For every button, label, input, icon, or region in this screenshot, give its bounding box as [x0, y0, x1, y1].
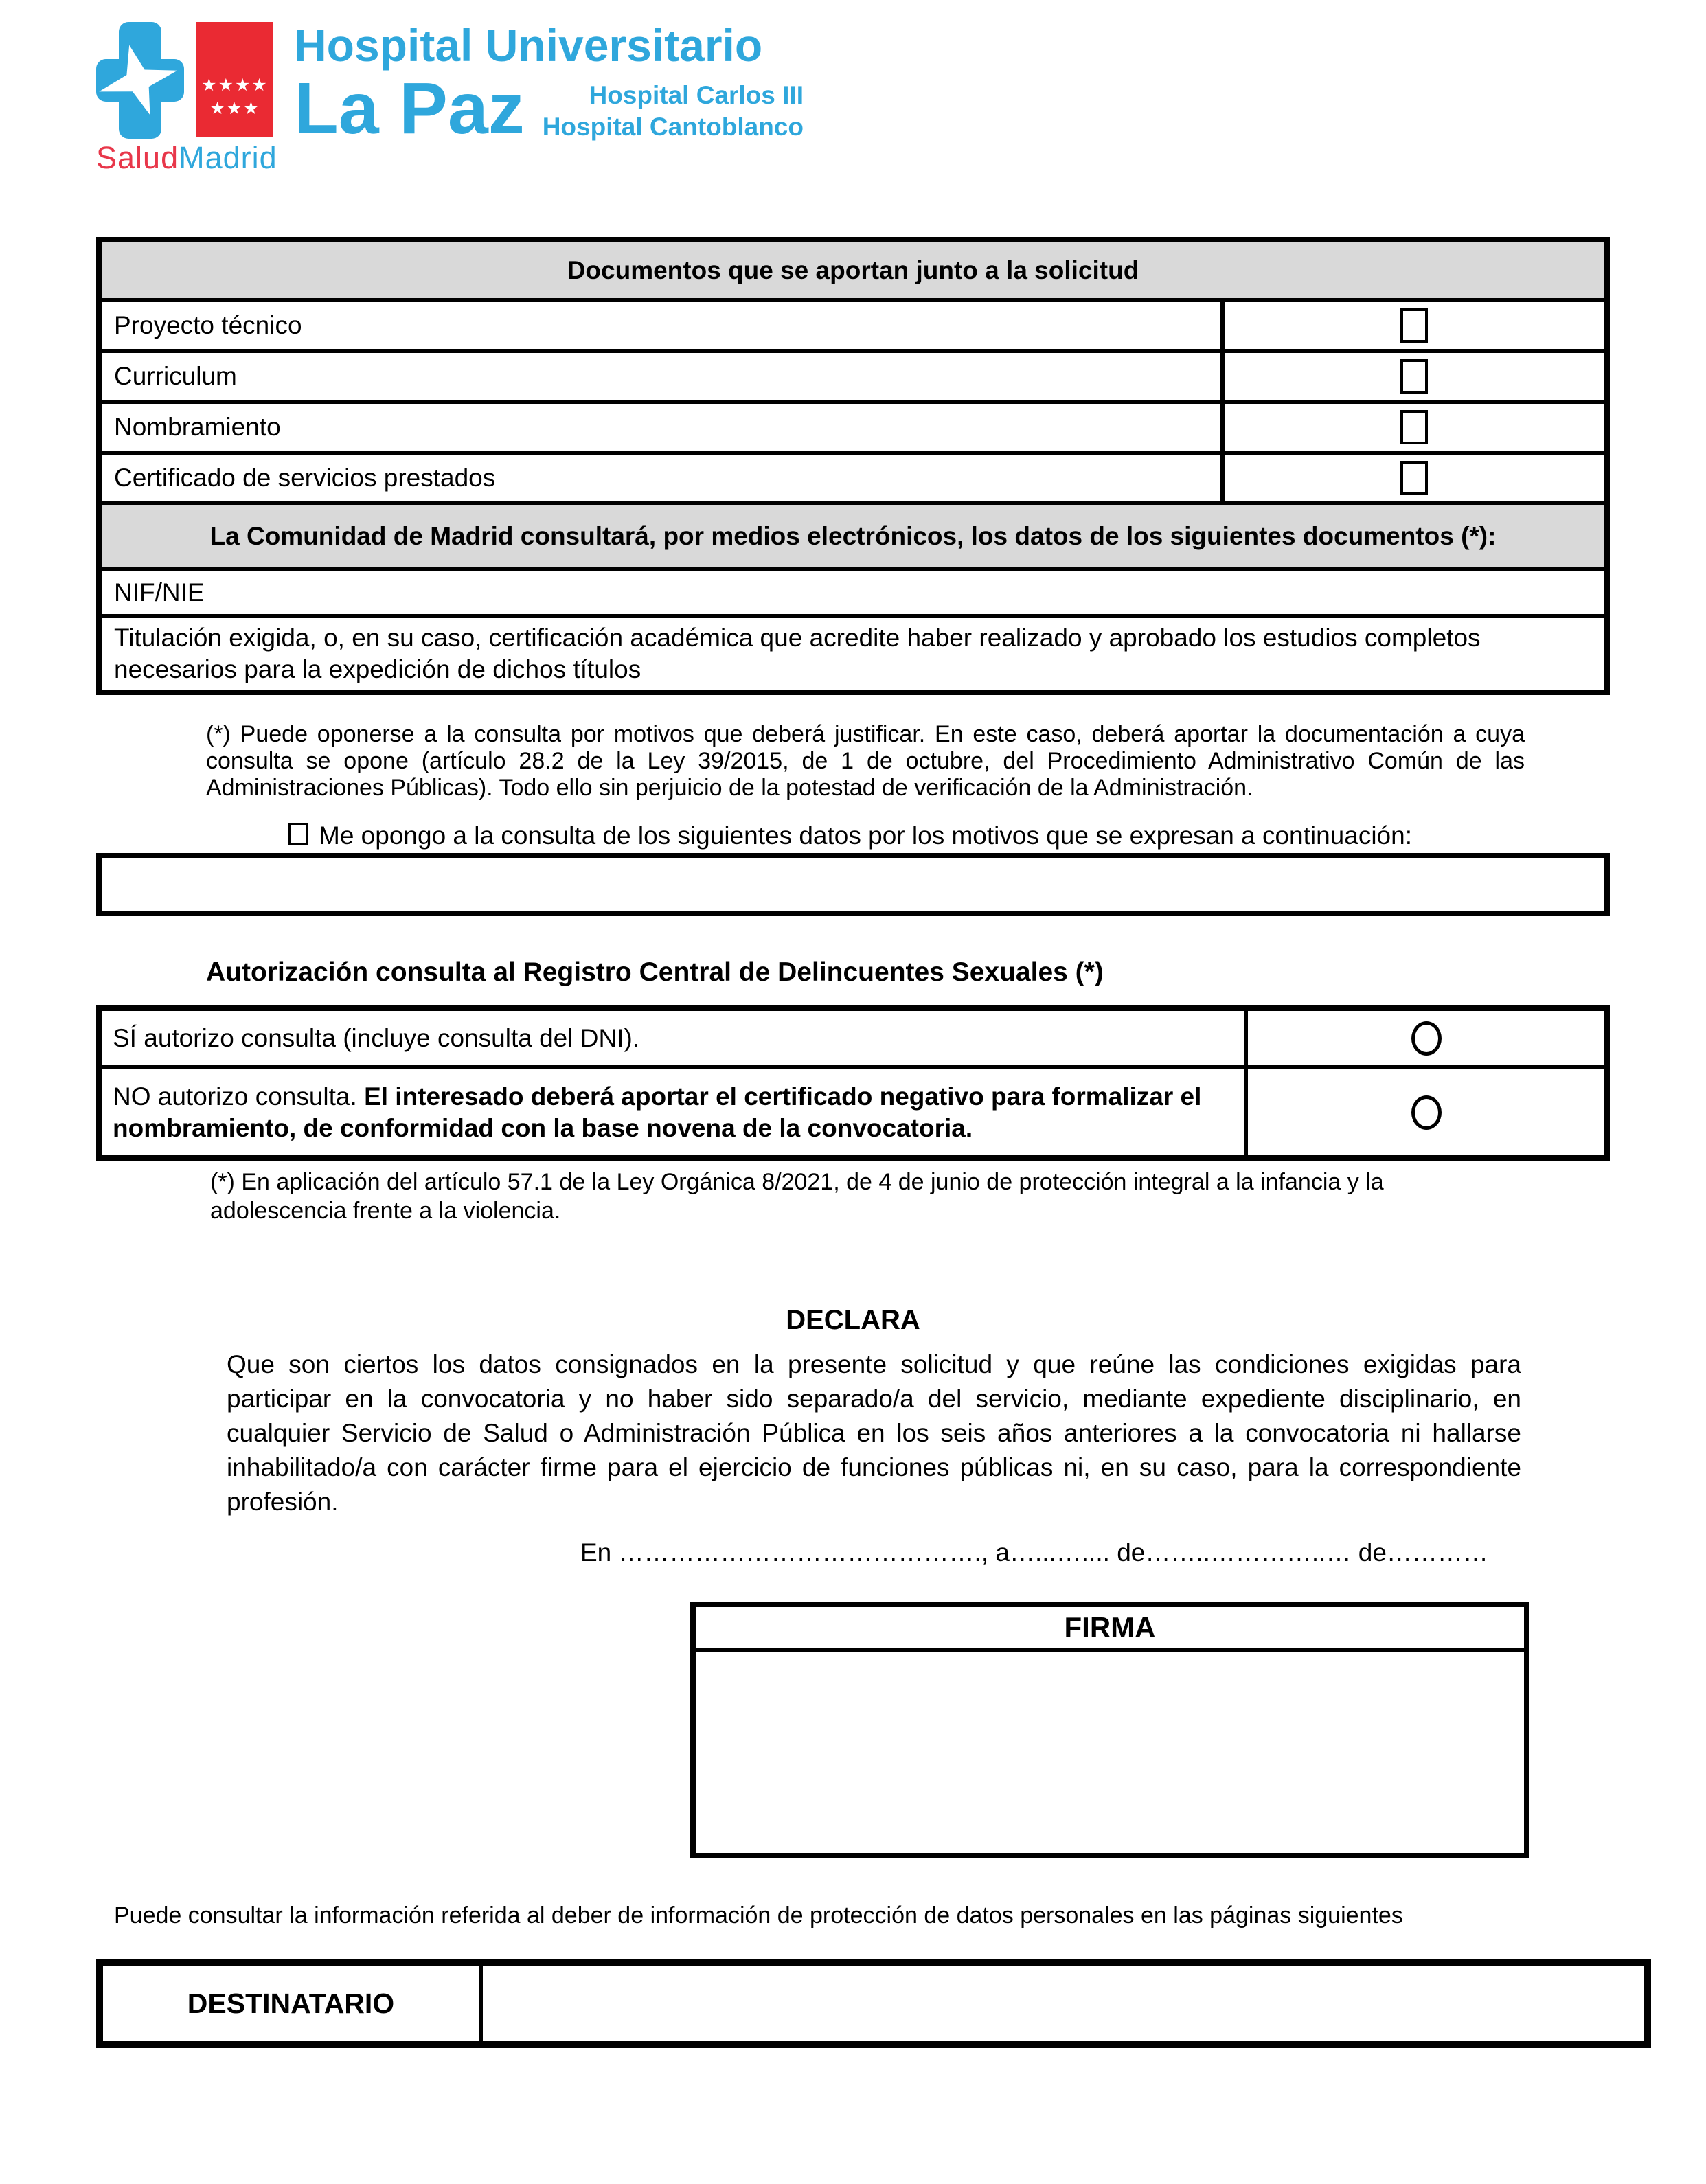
table-row	[99, 300, 1607, 351]
consulta-footnote: (*) Puede oponerse a la consulta por motivos que deberá justificar. En este caso, deberá aportar la documentación a cuya consulta se opone (artículo 28.2 de la Ley 39/2015, de 1 de octubre, del Procedimiento Administrativo Común de las Administraciones Públicas). Todo ello sin perjuicio de la potestad de verificación de la Administración.	[206, 721, 1525, 801]
document-label: Curriculum	[99, 351, 1222, 402]
declara-title: DECLARA	[786, 1305, 920, 1335]
saludmadrid-wordmark	[96, 140, 277, 176]
place-date-line: En ……………………………………., a…...….... de……..…………..… de…………	[580, 1538, 1488, 1567]
saludmadrid-cross-icon	[96, 22, 184, 139]
nombramiento-checkbox[interactable]	[1400, 410, 1428, 444]
electronic-consult-header	[99, 503, 1607, 569]
titulacion-label: Titulación exigida, o, en su caso, certificación académica que acredite haber realizado y aprobado los estudios completos necesarios para la expedición de dichos títulos	[99, 616, 1607, 692]
table-row	[99, 616, 1607, 692]
signature-box-title: FIRMA	[696, 1607, 1524, 1652]
document-label: Nombramiento	[99, 402, 1222, 453]
documents-table-header	[99, 240, 1607, 300]
curriculum-checkbox[interactable]	[1400, 359, 1428, 394]
nif-nie-label: NIF/NIE	[99, 569, 1607, 616]
authorization-title: Autorización consulta al Registro Central de Delincuentes Sexuales (*)	[206, 957, 1104, 987]
table-row	[99, 1067, 1607, 1158]
hospital-cantoblanco-label: Hospital Cantoblanco	[542, 113, 804, 141]
authorize-yes-label: SÍ autorizo consulta (incluye consulta del DNI).	[99, 1008, 1246, 1067]
proyecto-tecnico-checkbox[interactable]	[1400, 308, 1428, 343]
table-row	[99, 402, 1607, 453]
documents-table	[96, 237, 1610, 695]
electronic-consult-title: La Comunidad de Madrid consultará, por medios electrónicos, los datos de los siguientes documentos (*):	[99, 503, 1607, 569]
oppose-label: Me opongo a la consulta de los siguientes datos por los motivos que se expresan a continuación:	[319, 821, 1412, 850]
table-row	[99, 351, 1607, 402]
salud-text: Salud	[96, 140, 179, 175]
flag-stars-row1: ★★★★	[201, 76, 269, 95]
flag-stars-row2: ★★★	[209, 99, 260, 118]
oppose-checkbox-line	[288, 821, 1412, 850]
authorize-no-label: NO autorizo consulta.	[113, 1082, 365, 1111]
destinatario-label: DESTINATARIO	[100, 1962, 481, 2045]
oppose-reason-field[interactable]	[96, 853, 1610, 916]
authorization-footnote: (*) En aplicación del artículo 57.1 de la Ley Orgánica 8/2021, de 4 de junio de protección integral a la infancia y la adolescencia frente a la violencia.	[210, 1169, 1384, 1224]
signature-area[interactable]	[696, 1652, 1524, 1853]
destinatario-table	[96, 1959, 1651, 2048]
authorization-table	[96, 1005, 1610, 1161]
certificado-servicios-checkbox[interactable]	[1400, 461, 1428, 495]
destinatario-value-field[interactable]	[481, 1962, 1648, 2045]
hospital-universitario-title: Hospital Universitario	[294, 20, 763, 71]
table-row	[99, 453, 1607, 503]
authorize-no-radio[interactable]	[1411, 1095, 1442, 1130]
la-paz-title: La Paz	[294, 68, 525, 149]
hospital-carlos-iii-label: Hospital Carlos III	[589, 81, 804, 109]
signature-box	[690, 1602, 1529, 1858]
table-row	[99, 1008, 1607, 1067]
madrid-flag-icon	[196, 22, 273, 137]
oppose-checkbox[interactable]	[288, 823, 308, 845]
privacy-note: Puede consultar la información referida al deber de información de protección de datos personales en las páginas siguientes	[114, 1902, 1403, 1929]
documents-table-title: Documentos que se aportan junto a la solicitud	[99, 240, 1607, 300]
madrid-text: Madrid	[179, 140, 277, 175]
header-logo	[96, 19, 814, 174]
authorize-no-bold-text: El interesado deberá aportar el certificado negativo para formalizar el nombramiento, de conformidad con la base novena de la convocatoria.	[113, 1082, 1202, 1142]
table-row	[99, 569, 1607, 616]
document-label: Proyecto técnico	[99, 300, 1222, 351]
authorize-yes-radio[interactable]	[1411, 1021, 1442, 1056]
document-label: Certificado de servicios prestados	[99, 453, 1222, 503]
sub-hospitals	[508, 80, 804, 143]
table-row	[100, 1962, 1648, 2045]
declara-body: Que son ciertos los datos consignados en la presente solicitud y que reúne las condiciones exigidas para participar en la convocatoria y no haber sido separado/a del servicio, mediante expediente disciplinario, en cualquier Servicio de Salud o Administración Pública en los seis años anteriores a la convocatoria ni hallarse inhabilitado/a con carácter firme para el ejercicio de funciones públicas ni, en su caso, para la correspondiente profesión.	[227, 1350, 1521, 1516]
